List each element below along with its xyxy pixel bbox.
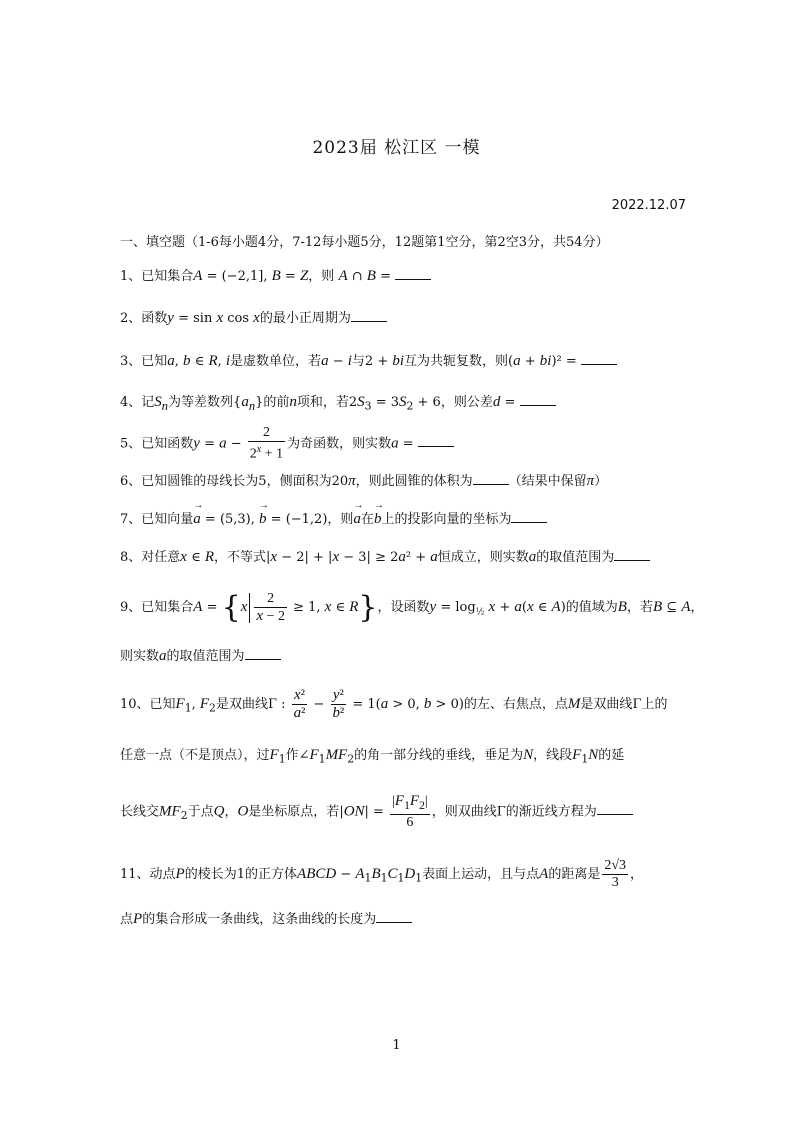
q6-prefix: 6、已知圆锥的母线长为 (120, 474, 259, 489)
question-9-line-2: 则实数a的取值范围为 (120, 645, 281, 665)
page-number: 1 (392, 1038, 401, 1053)
q3-text-3: 互为共轭复数，则 (404, 354, 509, 369)
q10-text-3: 是双曲线 (580, 697, 633, 712)
q9-text-4: ， (690, 600, 704, 615)
q4-text-3: 项和，若 (296, 395, 349, 410)
q9-text-2: 的值域为 (565, 600, 618, 615)
fraction: $\frac{2}{2^x + 1}$ (249, 425, 284, 462)
q2-text: 的最小正周期为 (259, 311, 351, 326)
answer-blank[interactable] (351, 309, 387, 322)
q2-prefix: 2、函数 (120, 311, 168, 326)
q10-text-4: 上的 (641, 697, 668, 712)
question-3: 3、已知a, b ∈ R, i是虚数单位，若a − i与2 + bi互为共轭复数，则(a + bi)² = (120, 350, 617, 370)
answer-blank[interactable] (581, 352, 617, 365)
q10-text-2: 的左、右焦点，点 (463, 697, 568, 712)
page-title: 2023届 松江区 一模 (312, 138, 481, 158)
q10-text-14: ，则双曲线 (431, 804, 497, 820)
question-5: 5、已知函数y = a − $\frac{2}{2^x + 1}$ 为奇函数，则实数a = (120, 425, 454, 463)
question-10-line-3: 长线交$MF_2$于点Q，O是坐标原点，若|ON| = $\frac{|F_1F_2|}{6}$ ，则双曲线Γ的渐近线方程为 (120, 793, 633, 831)
q10-prefix: 10、已知 (120, 697, 176, 712)
q10-text-8: ，线段 (533, 748, 573, 763)
question-6: 6、已知圆锥的母线长为5，侧面积为20π，则此圆锥的体积为 （结果中保留π） (120, 473, 608, 489)
q7-prefix: 7、已知向量 (120, 512, 194, 527)
q3-text-1: 是虚数单位，若 (230, 354, 322, 369)
exam-date: 2022.12.07 (611, 198, 686, 213)
answer-blank[interactable] (376, 910, 412, 923)
q4-text-1: 为等差数列 (168, 395, 234, 410)
q3-text-2: 与 (351, 354, 365, 369)
q8-prefix: 8、对任意 (120, 550, 181, 565)
answer-blank[interactable] (418, 434, 454, 447)
question-2: 2、函数y = sin x cos x的最小正周期为 (120, 307, 387, 327)
q9-prefix: 9、已知集合 (120, 600, 194, 615)
answer-blank[interactable] (245, 647, 281, 660)
q10-text-12: ， (224, 804, 238, 820)
q7-text-1: ，则 (327, 512, 354, 527)
q11-prefix: 11、动点 (120, 867, 176, 882)
q7-text-2: 在 (360, 512, 374, 527)
q5-prefix: 5、已知函数 (120, 436, 194, 452)
q4-prefix: 4、记 (120, 395, 155, 410)
q10-text-10: 长线交 (120, 804, 160, 820)
q11-text-4: 的距离是 (548, 867, 601, 882)
question-4: 4、记$S_n$为等差数列$\{a_n\}$的前n项和，若$2S_3 = 3S_2 + 6$，则公差d = (120, 391, 556, 414)
q6-text-3: （结果中保留 (508, 474, 587, 489)
answer-blank[interactable] (473, 472, 509, 485)
question-8: 8、对任意x ∈ R，不等式|x − 2| + |x − 3| ≥ 2a² + a恒成立，则实数a的取值范围为 (120, 546, 650, 566)
q6-text-1: ，侧面积为 (266, 474, 332, 489)
q11-text-6: 的集合形成一条曲线，这条曲线的长度为 (142, 912, 377, 927)
question-9: 9、已知集合A = {x $\frac{2}{x - 2}$ ≥ 1, x ∈ R}，设函数$y = \log_{\frac{1}{2}} x + a(x$ ∈ A)的值域为B，若B ⊆ A， (120, 590, 704, 625)
q1-text: ，则 (308, 269, 335, 284)
q6-text-2: ，则此圆锥的体积为 (355, 474, 473, 489)
q11-text-1: 的棱长为 (184, 867, 237, 882)
q11-text-3: 表面上运动，且与点 (422, 867, 540, 882)
q4-text-2: 的前 (263, 395, 290, 410)
q4-text-4: ，则公差 (440, 395, 493, 410)
q9-text-1: ，设函数 (377, 600, 430, 615)
answer-blank[interactable] (614, 548, 650, 561)
q10-text-15: 的渐近线方程为 (505, 804, 597, 820)
answer-blank[interactable] (511, 510, 547, 523)
q10-text-1: 是双曲线 (215, 697, 268, 712)
q1-prefix: 1、已知集合 (120, 269, 194, 284)
q3-prefix: 3、已知 (120, 354, 168, 369)
section-header: 一、填空题（1-6每小题4分，7-12每小题5分，12题第1空分，第2空3分，共54分） (120, 235, 609, 250)
answer-blank[interactable] (597, 802, 633, 815)
q11-text-2: 的正方体 (245, 867, 298, 882)
q5-text: 为奇函数，则实数 (287, 436, 392, 452)
q11-text-5: 点 (120, 912, 134, 927)
q9-text-6: 的取值范围为 (166, 649, 245, 664)
answer-blank[interactable] (520, 393, 556, 406)
q8-text-3: 的取值范围为 (536, 550, 615, 565)
q10-text-6: 作 (285, 748, 299, 763)
question-10-line-2: 任意一点（不是顶点），过$F_1$作$\angle F_1MF_2$的角一部分线的垂线，垂足为N，线段$F_1N$的延 (120, 747, 625, 766)
q8-text-1: ，不等式 (214, 550, 267, 565)
q7-text-3: 上的投影向量的坐标为 (381, 512, 512, 527)
q10-text-7: 的角一部分线的垂线，垂足为 (354, 748, 524, 763)
q10-text-9: 的延 (598, 748, 625, 763)
question-7: 7、已知向量→ a = (5,3), → b = (−1,2)，则→ a在→ b上的投影向量的坐标为 (120, 508, 547, 528)
question-11: 11、动点P的棱长为1的正方体ABCD − $A_1B_1C_1D_1$表面上运动，且与点A的距离是 $\frac{2√3}{3}$ ， (120, 858, 644, 890)
q10-text-13: 是坐标原点，若 (248, 804, 340, 820)
q10-text-11: 于点 (187, 804, 214, 820)
question-11-line-2: 点P的集合形成一条曲线，这条曲线的长度为 (120, 908, 412, 928)
q9-text-3: ，若 (626, 600, 653, 615)
question-10: 10、已知$F_1$, $F_2$是双曲线Γ : $\frac{\text{x²}}{\text{a²}}$ − $\frac{\text{y²}}{\text{b²}}$ = 1(a > 0, b > 0)的左、右焦点，点M是双曲线Γ上的 (120, 687, 668, 721)
q9-text-5: 则实数 (120, 649, 160, 664)
answer-blank[interactable] (395, 267, 431, 280)
q10-text-5: 任意一点（不是顶点），过 (120, 748, 270, 763)
question-1: 1、已知集合A = (−2,1], B = Z，则 A ∩ B = (120, 265, 431, 285)
q8-text-2: 恒成立，则实数 (437, 550, 529, 565)
